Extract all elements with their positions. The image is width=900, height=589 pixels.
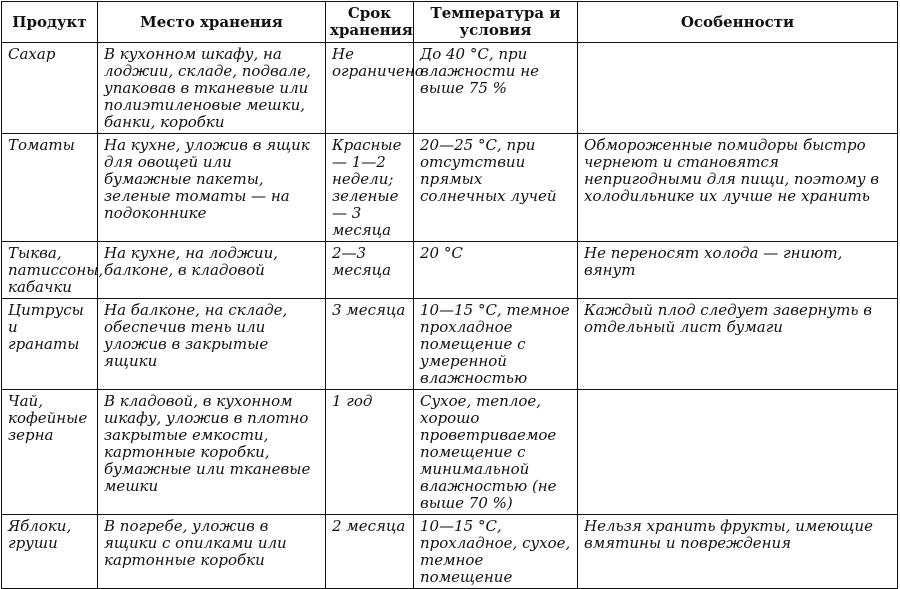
- header-product: Продукт: [2, 2, 98, 43]
- header-features: Особенности: [578, 2, 898, 43]
- cell-term: 2—3 месяца: [326, 242, 414, 299]
- cell-features: Нельзя хранить фрукты, имеющие вмятины и повреждения: [578, 515, 898, 589]
- header-place: Место хранения: [98, 2, 326, 43]
- table-row: [2, 134, 898, 242]
- cell-product: Сахар: [2, 43, 98, 134]
- table-row: [2, 43, 898, 134]
- cell-term: 2 месяца: [326, 515, 414, 589]
- cell-features: Каждый плод следует завернуть в отдельный лист бумаги: [578, 299, 898, 390]
- table-row: [2, 515, 898, 589]
- cell-product: Цитрусы и гранаты: [2, 299, 98, 390]
- cell-place: На кухне, на лоджии, балконе, в кладовой: [98, 242, 326, 299]
- cell-product: Тыква, патиссоны, кабачки: [2, 242, 98, 299]
- cell-conditions: 20—25 °С, при отсутствии прямых солнечных лучей: [414, 134, 578, 242]
- cell-term: Красные — 1—2 недели; зеленые — 3 месяца: [326, 134, 414, 242]
- table-row: [2, 242, 898, 299]
- cell-term: Не ограничено: [326, 43, 414, 134]
- header-row: [2, 2, 898, 43]
- cell-product: Чай, кофейные зерна: [2, 390, 98, 515]
- table-row: [2, 299, 898, 390]
- cell-conditions: Сухое, теплое, хорошо проветриваемое помещение с минимальной влажностью (не выше 70 %): [414, 390, 578, 515]
- cell-product: Томаты: [2, 134, 98, 242]
- cell-place: В погребе, уложив в ящики с опилками или картонные коробки: [98, 515, 326, 589]
- cell-features: Обмороженные помидоры быстро чернеют и становятся непригодными для пищи, поэтому в холодильнике их лучше не хранить: [578, 134, 898, 242]
- cell-conditions: 10—15 °С, темное прохладное помещение с умеренной влажностью: [414, 299, 578, 390]
- storage-table: [1, 1, 898, 589]
- cell-place: В кухонном шкафу, на лоджии, складе, подвале, упаковав в тканевые или полиэтиленовые мешки, банки, коробки: [98, 43, 326, 134]
- cell-conditions: 20 °С: [414, 242, 578, 299]
- cell-conditions: 10—15 °С, прохладное, сухое, темное помещение: [414, 515, 578, 589]
- cell-place: В кладовой, в кухонном шкафу, уложив в плотно закрытые емкости, картонные коробки, бумажные или тканевые мешки: [98, 390, 326, 515]
- cell-term: 1 год: [326, 390, 414, 515]
- cell-features: [578, 43, 898, 134]
- header-term: Срок хранения: [326, 2, 414, 43]
- cell-conditions: До 40 °С, при влажности не выше 75 %: [414, 43, 578, 134]
- cell-term: 3 месяца: [326, 299, 414, 390]
- header-conditions: Температура и условия: [414, 2, 578, 43]
- table-row: [2, 390, 898, 515]
- cell-place: На кухне, уложив в ящик для овощей или бумажные пакеты, зеленые томаты — на подоконнике: [98, 134, 326, 242]
- cell-features: Не переносят холода — гниют, вянут: [578, 242, 898, 299]
- cell-features: [578, 390, 898, 515]
- cell-product: Яблоки, груши: [2, 515, 98, 589]
- cell-place: На балконе, на складе, обеспечив тень или уложив в закрытые ящики: [98, 299, 326, 390]
